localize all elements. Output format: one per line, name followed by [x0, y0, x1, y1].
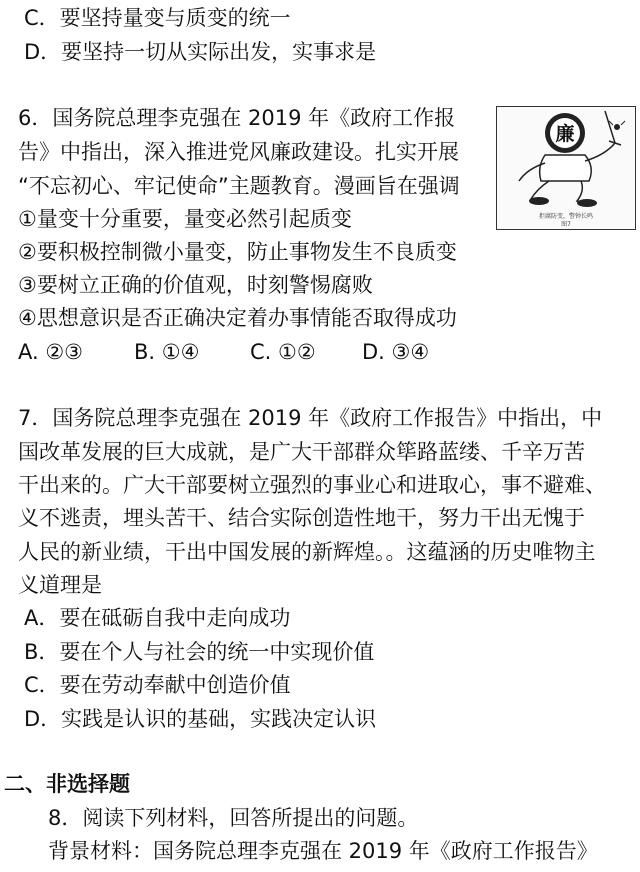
q6-answer-options: [18, 338, 429, 366]
q5-option-d: D．要坚持一切从实际出发，实事求是: [24, 40, 377, 64]
q7-stem-line-2: 国改革发展的巨大成就，是广大干部群众筚路蓝缕、千辛万苦: [18, 440, 585, 464]
q6-answer-c: C. ①②: [250, 340, 316, 364]
q6-answer-b: B. ①④: [134, 340, 200, 364]
cartoon-figure-number: 图7: [561, 221, 571, 228]
q8-background-material: 背景材料：国务院总理李克强在 2019 年《政府工作报告》: [48, 839, 598, 863]
q7-stem-line-6: 义道理是: [18, 573, 102, 597]
section-heading: 二、非选择题: [4, 772, 130, 796]
q7-option-c: C．要在劳动奉献中创造价值: [24, 673, 291, 697]
q6-statement-3: ③要树立正确的价值观，时刻警惕腐败: [18, 273, 373, 297]
q6-statement-2: ②要积极控制微小量变，防止事物发生不良质变: [18, 240, 457, 264]
q7-option-d: D．实践是认识的基础，实践决定认识: [24, 707, 377, 731]
cartoon-badge-text: 廉: [555, 123, 575, 145]
q6-answer-a: A. ②③: [18, 340, 83, 364]
q6-stem-line-1: 6．国务院总理李克强在 2019 年《政府工作报: [18, 106, 456, 130]
cartoon-caption: 拒腐防变，警钟长鸣: [538, 213, 593, 220]
q6-stem-line-3: “不忘初心、牢记使命”主题教育。漫画旨在强调: [18, 174, 460, 198]
q7-stem-line-5: 人民的新业绩，干出中国发展的新辉煌。。这蕴涵的历史唯物主: [18, 540, 596, 564]
q7-stem-line-4: 义不逃责，埋头苦干、结合实际创造性地干，努力干出无愧于: [18, 506, 585, 530]
q8-prompt: 8．阅读下列材料，回答所提出的问题。: [48, 806, 419, 830]
q7-option-b: B．要在个人与社会的统一中实现价值: [24, 640, 375, 664]
q6-stem-line-2: 告》中指出，深入推进党风廉政建设。扎实开展: [18, 140, 459, 164]
q7-stem-line-3: 干出来的。广大干部要树立强烈的事业心和进取心，事不避难、: [18, 473, 606, 497]
q6-cartoon: [496, 106, 636, 230]
q5-option-c: C．要坚持量变与质变的统一: [24, 6, 291, 30]
q7-option-a: A．要在砥砺自我中走向成功: [24, 606, 291, 630]
q6-statement-4: ④思想意识是否正确决定着办事情能否取得成功: [18, 306, 457, 330]
cartoon-illustration: [497, 107, 635, 211]
q6-answer-d: D. ③④: [362, 340, 430, 364]
q6-statement-1: ①量变十分重要，量变必然引起质变: [18, 207, 352, 231]
q7-stem-line-1: 7．国务院总理李克强在 2019 年《政府工作报告》中指出，中: [18, 406, 603, 430]
